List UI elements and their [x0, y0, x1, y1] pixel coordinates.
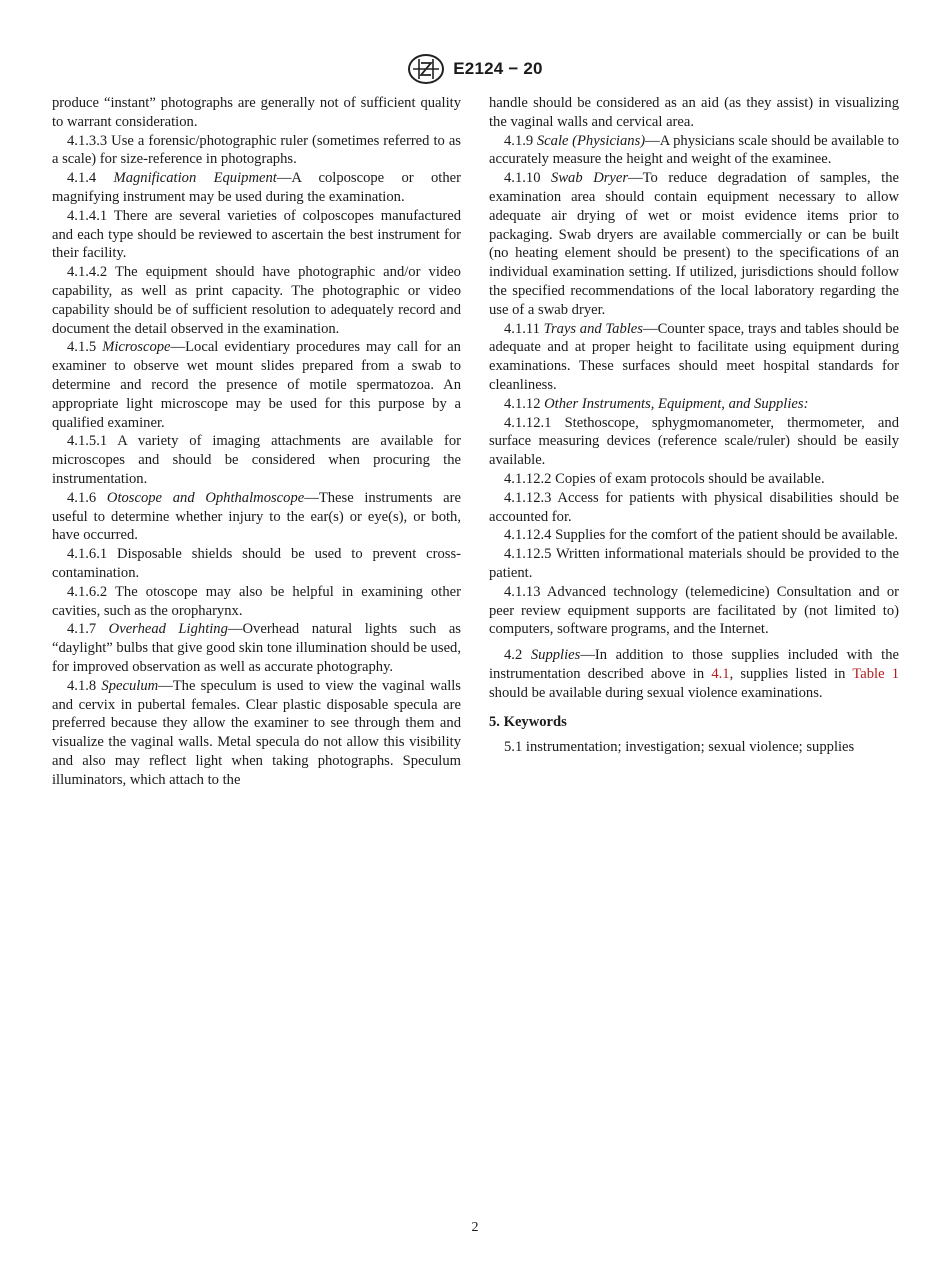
paragraph: handle should be considered as an aid (as they assist) in visualizing the vaginal walls and cervical area.: [489, 95, 899, 130]
section-number: 4.1.12.1: [504, 414, 552, 431]
paragraph-text: Disposable shields should be used to prevent cross-contamination.: [52, 546, 461, 581]
section-number: 4.1.5.1: [67, 433, 108, 450]
page-number: 2: [471, 1220, 479, 1235]
paragraph-text: —Local evidentiary procedures may call for an examiner to observe wet mount slides prepared from a swab to determine and record the presence of motile spermatozoa. An appropriate light microscope may be used for this purpose by a qualified examiner.: [52, 339, 461, 431]
section-number: 4.1.4: [67, 170, 97, 187]
table-1-link[interactable]: Table 1: [852, 665, 899, 682]
paragraph-text: Written informational materials should be provided to the patient.: [489, 546, 899, 581]
section-number: 4.1.12.2: [504, 470, 552, 487]
paragraph-4-1-7: [52, 620, 461, 676]
paragraph-4-1-13: [489, 583, 899, 639]
paragraph-text: —These instruments are useful to determine whether injury to the ear(s) or eye(s), or both, have occurred.: [52, 489, 461, 544]
section-title: Other Instruments, Equipment, and Supplies:: [544, 395, 809, 412]
section-number: 4.2: [504, 647, 523, 664]
paragraph-text: Advanced technology (telemedicine) Consultation and or peer review equipment supports are facilitated by (not limited to) computers, software programs, and the Internet.: [489, 583, 900, 638]
section-number: 4.1.4.2: [67, 264, 108, 281]
section-number: 4.1.6: [67, 489, 97, 506]
paragraph-text: Stethoscope, sphygmomanometer, thermometer, and surface measuring devices (reference scale/ruler) should be easily available.: [489, 414, 899, 469]
paragraph-4-1-3-3: [52, 132, 461, 170]
paragraph-5-1: [489, 738, 899, 757]
paragraph-4-1-6-2: [52, 583, 461, 621]
section-number: 4.1.12.4: [504, 527, 552, 544]
paragraph-4-1-12-1: [489, 414, 899, 470]
paragraph-text: The otoscope may also be helpful in examining other cavities, such as the oropharynx.: [52, 583, 461, 619]
paragraph-text: The equipment should have photographic and/or video capability, as well as print capacity. The photographic or video capability should be of sufficient resolution to adequately record and document the detail observed in the examination.: [52, 264, 461, 337]
paragraph-4-1-4-2: [52, 263, 461, 338]
page-header: [0, 52, 950, 86]
paragraph-text: —To reduce degradation of samples, the examination area should contain equipment necessary to allow adequate air drying of wet or moist evidence items prior to packaging. Swab dryers are available commercially or can be built (no heating element should be present) to the specifications of an individual examination setting. If utilized, jurisdictions should follow the specified recommendations of the local laboratory regarding the use of a swab dryer.: [489, 170, 899, 318]
section-title: Swab Dryer: [551, 170, 629, 187]
paragraph-text: —A colposcope or other magnifying instrument may be used during the examination.: [52, 170, 461, 205]
paragraph-4-2: [489, 646, 899, 702]
paragraph-text: , supplies listed in: [729, 665, 853, 682]
paragraph-text: Access for patients with physical disabilities should be accounted for.: [489, 489, 899, 525]
paragraph-4-1-5-1: [52, 432, 461, 488]
document-designation: E2124 − 20: [453, 59, 543, 78]
paragraph-text: Copies of exam protocols should be available.: [555, 470, 825, 487]
section-number: 4.1.6.2: [67, 583, 108, 600]
paragraph-text: —Overhead natural lights such as “daylight” bulbs that give good skin tone illumination should be used, for improved observation as well as accurate photography.: [52, 621, 461, 675]
section-title: Speculum: [101, 677, 159, 694]
paragraph-text: Use a forensic/photographic ruler (sometimes referred to as a scale) for size-reference in photographs.: [52, 132, 461, 168]
paragraph-text: —Counter space, trays and tables should be adequate and at proper height to facilitate using equipment during examinations. These surfaces should meet hospital standards for cleanliness.: [489, 320, 899, 393]
paragraph-4-1-4-1: [52, 207, 461, 263]
paragraph-text: A variety of imaging attachments are available for microscopes and should be considered when procuring the instrumentation.: [52, 433, 461, 487]
section-title: Scale (Physicians): [536, 132, 646, 149]
section-number: 4.1.5: [67, 339, 97, 356]
paragraph-4-1-6-1: [52, 545, 461, 583]
section-number: 5.1: [504, 739, 523, 756]
astm-logo-icon: [407, 53, 445, 85]
section-title: Overhead Lighting: [108, 621, 228, 638]
paragraph-text: —The speculum is used to view the vaginal walls and cervix in pubertal females. Clear plastic disposable specula are preferred because they allow the examiner to see through them and visualize the vaginal walls. Metal specula do not allow this visibility and also may reflect light when taking photographs. Speculum illuminators, which attach to the: [52, 677, 461, 788]
section-number: 4.1.12.3: [504, 489, 552, 506]
section-number: 4.1.13: [504, 583, 541, 600]
paragraph-text: should be available during sexual violence examinations.: [489, 684, 823, 701]
paragraph-4-1-9: [489, 132, 899, 170]
paragraph-4-1-5: [52, 338, 461, 432]
section-number: 4.1.11: [504, 320, 540, 337]
section-4-1-link[interactable]: 4.1: [711, 665, 730, 682]
paragraph-4-1-11: [489, 320, 899, 395]
paragraph-4-1-12-3: [489, 489, 899, 527]
section-number: 4.1.10: [504, 170, 541, 187]
section-number: 4.1.9: [504, 132, 534, 149]
section-number: 4.1.4.1: [67, 207, 108, 224]
paragraph: produce “instant” photographs are generally not of sufficient quality to warrant consideration.: [52, 95, 461, 130]
right-column: [489, 94, 899, 757]
paragraph-text: —A physicians scale should be available to accurately measure the height and weight of the examinee.: [489, 132, 899, 168]
paragraph-4-1-10: [489, 169, 899, 319]
paragraph-4-1-6: [52, 489, 461, 545]
section-title: Supplies: [530, 647, 581, 664]
section-title: Microscope: [102, 339, 171, 356]
paragraph-4-1-12-2: [489, 470, 899, 489]
paragraph-4-1-8: [52, 677, 461, 790]
paragraph-text: There are several varieties of colposcopes manufactured and each type should be reviewed to ascertain the best instrument for their facility.: [52, 207, 461, 262]
paragraph-text: —In addition to those supplies included with the instrumentation described above in: [489, 647, 899, 682]
keywords-heading: 5. Keywords: [489, 713, 567, 730]
paragraph-4-1-12-5: [489, 545, 899, 583]
section-number: 4.1.12: [504, 395, 541, 412]
section-number: 4.1.12.5: [504, 546, 552, 563]
section-title: Otoscope and Ophthalmoscope: [106, 489, 305, 506]
paragraph-text: Supplies for the comfort of the patient should be available.: [555, 527, 898, 544]
paragraph-text: instrumentation; investigation; sexual violence; supplies: [525, 739, 855, 756]
paragraph-4-1-4: [52, 169, 461, 207]
left-column: [52, 94, 461, 789]
section-title: Trays and Tables: [543, 320, 643, 337]
section-number: 4.1.6.1: [67, 546, 108, 563]
section-number: 4.1.7: [67, 621, 97, 638]
section-number: 4.1.8: [67, 677, 97, 694]
section-number: 4.1.3.3: [67, 132, 108, 149]
paragraph-4-1-12: [489, 395, 899, 414]
section-title: Magnification Equipment: [113, 170, 277, 187]
paragraph-4-1-12-4: [489, 526, 899, 545]
